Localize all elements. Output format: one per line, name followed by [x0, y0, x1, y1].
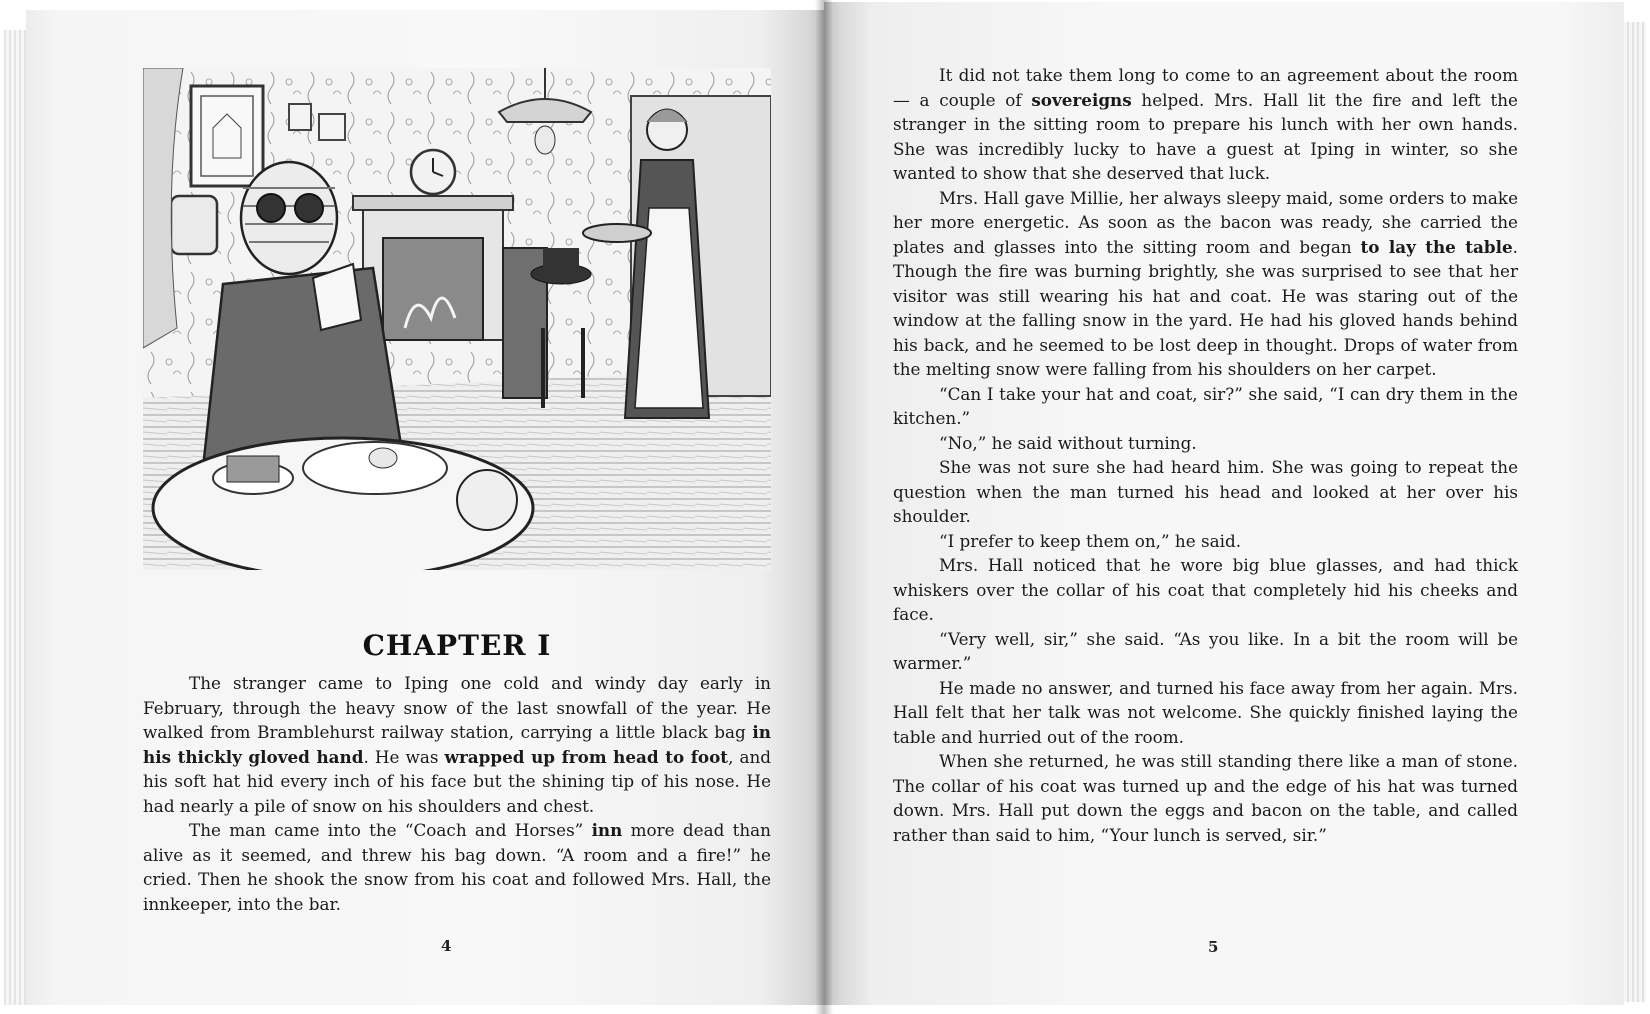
text-run: Mrs. Hall gave Millie, her always sleepy maid, some orders to make her more energetic. As soon as the bacon was ready, she carried the plates and glasses into the sitting room and began [893, 187, 1518, 257]
paragraph [143, 818, 771, 916]
chapter-title: CHAPTER I [362, 628, 552, 662]
paragraph [893, 455, 1518, 529]
text-run: The man came into the “Coach and Horses” [189, 820, 592, 840]
book-spine [815, 0, 833, 1014]
page-number-left: 4 [441, 937, 452, 955]
bold-phrase: sovereigns [1031, 89, 1132, 110]
bold-phrase: in his thickly gloved hand [143, 722, 771, 767]
paragraph [893, 627, 1518, 676]
bold-phrase: to lay the table [1360, 236, 1513, 257]
paragraph [893, 553, 1518, 627]
paragraph [893, 529, 1518, 554]
mantel [353, 196, 513, 210]
mug [457, 470, 517, 530]
paragraph [893, 676, 1518, 750]
left-page-text [143, 671, 771, 916]
paragraph [893, 186, 1518, 382]
framed-picture [191, 86, 263, 186]
illustration-drawing [143, 68, 771, 570]
paragraph [893, 382, 1518, 431]
text-run: “Can I take your hat and coat, sir?” she said, “I can dry them in the kitchen.” [893, 383, 1518, 428]
text-run: . He was [363, 746, 445, 767]
bold-phrase: wrapped up from head to foot [444, 746, 729, 767]
text-run: helped. Mrs. Hall lit the fire and left the stranger in the sitting room to prepare his lunch with her own hands. She was incredibly lucky to have a guest at Iping in winter, so she wanted to show that she deserved that luck. [893, 89, 1518, 183]
mirror [171, 196, 217, 254]
paragraph [143, 671, 771, 818]
text-run: “No,” he said without turning. [939, 432, 1197, 453]
paragraph [893, 63, 1518, 186]
text-run: more dead than alive as it seemed, and threw his bag down. “A room and a fire!” he cried. Then he shook the snow from his coat and followed Mrs. Hall, the innkeeper, into the bar. [143, 820, 771, 914]
text-run: “I prefer to keep them on,” he said. [939, 530, 1242, 551]
bread [227, 456, 279, 482]
text-run: The stranger came to Iping one cold and windy day early in February, through the heavy snow of the last snowfall of the year. He walked from Bramblehurst railway station, carrying a little black bag [143, 673, 771, 742]
text-run: , and his soft hat hid every inch of his face but the shining tip of his nose. He had nearly a pile of snow on his shoulders and chest. [143, 746, 771, 816]
paragraph [893, 431, 1518, 456]
page-number-right: 5 [1208, 938, 1219, 956]
text-run: “Very well, sir,” she said. “As you like. In a bit the room will be warmer.” [893, 628, 1518, 673]
text-run: . Though the fire was burning brightly, she was surprised to see that her visitor was still wearing his hat and coat. He was staring out of the window at the falling snow in the yard. He had his gloved hands behind his back, and he seemed to be lost deep in thought. Drops of water from the melting snow were falling from his shoulders on her carpet. [893, 236, 1518, 379]
text-run: Mrs. Hall noticed that he wore big blue glasses, and had thick whiskers over the collar of his coat that completely hid his cheeks and face. [893, 555, 1518, 624]
paragraph [893, 749, 1518, 847]
chapter-illustration [143, 68, 771, 570]
text-run: It did not take them long to come to an agreement about the room — a couple of [893, 65, 1518, 110]
text-run: She was not sure she had heard him. She was going to repeat the question when the man turned his head and looked at her over his shoulder. [893, 457, 1518, 526]
right-page-text [893, 63, 1518, 847]
bold-phrase: inn [591, 820, 623, 840]
text-run: He made no answer, and turned his face away from her again. Mrs. Hall felt that her talk was not welcome. She quickly finished laying the table and hurried out of the room. [893, 677, 1518, 747]
text-run: When she returned, he was still standing there like a man of stone. The collar of his coat was turned up and the edge of his hat was turned down. Mrs. Hall put down the eggs and bacon on the table, and called rather than said to him, “Your lunch is served, sir.” [893, 751, 1518, 845]
